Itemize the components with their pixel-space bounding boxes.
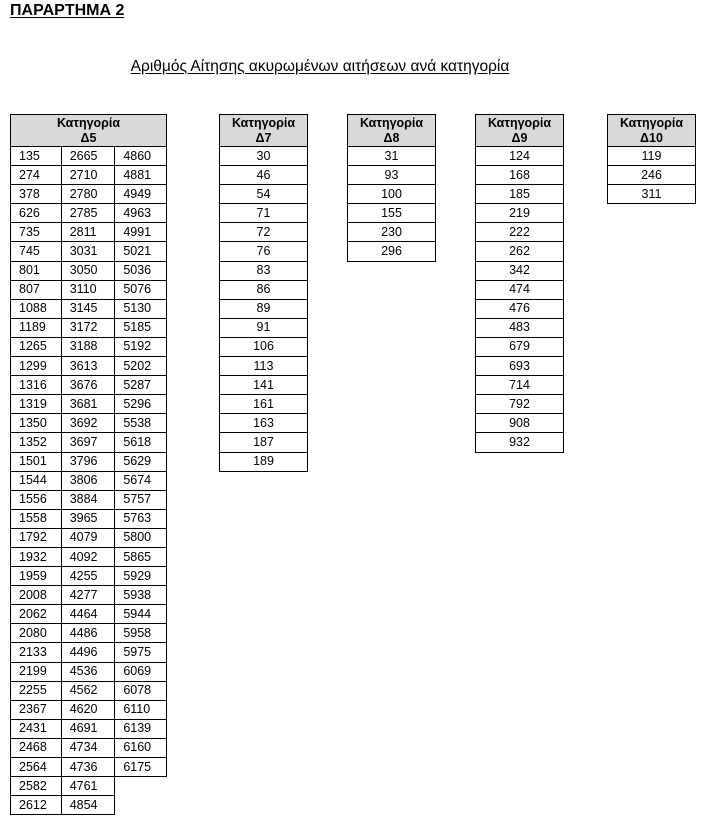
table-row [220, 337, 308, 356]
table-row [220, 395, 308, 414]
table-row [11, 433, 167, 452]
table-cell: 6078 [115, 681, 167, 700]
table-row [11, 318, 167, 337]
table-cell: 5192 [115, 337, 167, 356]
annex-heading: ΠΑΡΑΡΤΗΜΑ 2 [10, 2, 125, 19]
table-row [220, 357, 308, 376]
table-row [11, 719, 167, 738]
table-row [348, 242, 436, 261]
table-row [476, 204, 564, 223]
table-cell: 5938 [115, 586, 167, 605]
table-body-d10 [608, 147, 696, 204]
table-cell: 4881 [115, 166, 167, 185]
table-cell: 86 [220, 280, 308, 299]
table-cell: 745 [11, 242, 62, 261]
table-header-d8 [348, 115, 436, 147]
table-cell: 1088 [11, 299, 62, 318]
table-header-d10 [608, 115, 696, 147]
table-row [11, 376, 167, 395]
table-row [220, 185, 308, 204]
table-cell: 1299 [11, 357, 62, 376]
table-body-d7 [220, 147, 308, 472]
table-cell: 3172 [61, 318, 115, 337]
table-cell: 222 [476, 223, 564, 242]
table-cell: 89 [220, 299, 308, 318]
table-cell: 3697 [61, 433, 115, 452]
table-cell: 91 [220, 318, 308, 337]
table-cell: 76 [220, 242, 308, 261]
table-category-d10 [607, 114, 696, 204]
table-cell: 93 [348, 166, 436, 185]
header-code: Δ10 [640, 131, 663, 145]
table-cell: 5538 [115, 414, 167, 433]
table-cell: 3796 [61, 452, 115, 471]
header-code: Δ5 [80, 131, 97, 145]
table-cell: 100 [348, 185, 436, 204]
table-row [220, 414, 308, 433]
table-cell: 30 [220, 147, 308, 166]
table-cell: 474 [476, 280, 564, 299]
table-cell: 5629 [115, 452, 167, 471]
table-cell: 274 [11, 166, 62, 185]
table-cell: 5036 [115, 261, 167, 280]
table-row [220, 261, 308, 280]
table-cell: 626 [11, 204, 62, 223]
table-cell: 5975 [115, 643, 167, 662]
table-cell: 1189 [11, 318, 62, 337]
header-code: Δ9 [511, 131, 528, 145]
table-cell: 5800 [115, 528, 167, 547]
table-row [11, 758, 167, 777]
table-cell: 3806 [61, 471, 115, 490]
table-row [348, 147, 436, 166]
table-cell: 4620 [61, 700, 115, 719]
table-row [11, 357, 167, 376]
table-row [11, 204, 167, 223]
table-cell: 135 [11, 147, 62, 166]
table-cell: 3613 [61, 357, 115, 376]
table-cell: 1352 [11, 433, 62, 452]
table-row [476, 337, 564, 356]
table-cell: 4277 [61, 586, 115, 605]
table-cell: 4860 [115, 147, 167, 166]
table-cell: 4486 [61, 624, 115, 643]
table-cell: 4079 [61, 528, 115, 547]
table-row [220, 280, 308, 299]
table-cell: 2431 [11, 719, 62, 738]
table-row [11, 567, 167, 586]
table-cell: 168 [476, 166, 564, 185]
table-row [11, 223, 167, 242]
table-cell: 3031 [61, 242, 115, 261]
table-row [220, 223, 308, 242]
table-row [476, 414, 564, 433]
table-cell: 4562 [61, 681, 115, 700]
table-row [476, 376, 564, 395]
table-cell: 4691 [61, 719, 115, 738]
table-cell: 2199 [11, 662, 62, 681]
table-cell: 230 [348, 223, 436, 242]
table-cell: 1350 [11, 414, 62, 433]
table-cell: 4255 [61, 567, 115, 586]
table-row [11, 452, 167, 471]
table-cell: 2255 [11, 681, 62, 700]
document-subtitle: Αριθμός Αίτησης ακυρωμένων αιτήσεων ανά κατηγορία [130, 58, 510, 75]
table-cell: 2811 [61, 223, 115, 242]
table-cell: 801 [11, 261, 62, 280]
table-row [11, 166, 167, 185]
table-cell: 5618 [115, 433, 167, 452]
table-cell: 1792 [11, 528, 62, 547]
table-row [11, 738, 167, 757]
table-cell: 189 [220, 452, 308, 471]
table-row [608, 185, 696, 204]
table-cell: 4736 [61, 758, 115, 777]
table-cell: 6175 [115, 758, 167, 777]
table-category-d5 [10, 114, 167, 815]
table-cell: 2008 [11, 586, 62, 605]
table-cell: 246 [608, 166, 696, 185]
table-row [220, 166, 308, 185]
table-row [11, 299, 167, 318]
table-row [476, 299, 564, 318]
table-cell: 5202 [115, 357, 167, 376]
table-cell: 72 [220, 223, 308, 242]
table-cell: 163 [220, 414, 308, 433]
table-row [11, 185, 167, 204]
table-cell: 4991 [115, 223, 167, 242]
table-cell: 4464 [61, 605, 115, 624]
table-cell: 3145 [61, 299, 115, 318]
table-body-d5 [11, 147, 167, 815]
table-cell: 5130 [115, 299, 167, 318]
table-cell: 2468 [11, 738, 62, 757]
table-cell: 113 [220, 357, 308, 376]
header-label: Κατηγορία [56, 116, 121, 130]
table-cell: 2710 [61, 166, 115, 185]
table-cell: 141 [220, 376, 308, 395]
table-row [11, 777, 167, 796]
table-row [220, 376, 308, 395]
table-cell: 5296 [115, 395, 167, 414]
table-cell: 3110 [61, 280, 115, 299]
table-cell: 483 [476, 318, 564, 337]
table-cell: 2133 [11, 643, 62, 662]
table-row [11, 337, 167, 356]
table-cell: 3188 [61, 337, 115, 356]
table-cell: 1959 [11, 567, 62, 586]
table-body-d9 [476, 147, 564, 453]
table-cell: 4496 [61, 643, 115, 662]
table-cell: 2080 [11, 624, 62, 643]
table-cell: 1556 [11, 490, 62, 509]
table-row [11, 681, 167, 700]
table-cell: 4536 [61, 662, 115, 681]
table-cell: 792 [476, 395, 564, 414]
table-cell: 2665 [61, 147, 115, 166]
table-cell: 185 [476, 185, 564, 204]
table-row [476, 318, 564, 337]
table-cell: 1316 [11, 376, 62, 395]
table-cell: 3965 [61, 509, 115, 528]
table-row [476, 166, 564, 185]
table-cell: 2785 [61, 204, 115, 223]
table-cell: 83 [220, 261, 308, 280]
table-cell: 1544 [11, 471, 62, 490]
table-cell: 378 [11, 185, 62, 204]
table-cell: 4854 [61, 796, 115, 815]
table-cell: 6069 [115, 662, 167, 681]
table-body-d8 [348, 147, 436, 262]
table-cell: 1932 [11, 547, 62, 566]
table-row [220, 147, 308, 166]
header-code: Δ7 [255, 131, 272, 145]
table-cell: 908 [476, 414, 564, 433]
header-label: Κατηγορία [487, 116, 552, 130]
table-row [220, 433, 308, 452]
table-row [11, 242, 167, 261]
empty-cell [115, 777, 167, 796]
table-category-d7 [219, 114, 308, 472]
table-row [11, 624, 167, 643]
table-cell: 219 [476, 204, 564, 223]
table-cell: 4949 [115, 185, 167, 204]
header-code: Δ8 [383, 131, 400, 145]
table-cell: 476 [476, 299, 564, 318]
table-cell: 2612 [11, 796, 62, 815]
table-row [11, 147, 167, 166]
table-row [11, 280, 167, 299]
table-cell: 807 [11, 280, 62, 299]
table-row [476, 223, 564, 242]
table-cell: 3692 [61, 414, 115, 433]
table-cell: 1265 [11, 337, 62, 356]
header-label: Κατηγορία [231, 116, 296, 130]
table-cell: 6110 [115, 700, 167, 719]
table-cell: 5929 [115, 567, 167, 586]
table-row [476, 242, 564, 261]
table-cell: 693 [476, 357, 564, 376]
table-row [220, 299, 308, 318]
table-header-d9 [476, 115, 564, 147]
table-row [11, 586, 167, 605]
table-cell: 342 [476, 261, 564, 280]
table-cell: 3681 [61, 395, 115, 414]
table-cell: 5944 [115, 605, 167, 624]
table-row [476, 357, 564, 376]
table-cell: 5076 [115, 280, 167, 299]
table-cell: 679 [476, 337, 564, 356]
table-cell: 155 [348, 204, 436, 223]
table-cell: 4734 [61, 738, 115, 757]
table-header-d7 [220, 115, 308, 147]
table-cell: 5287 [115, 376, 167, 395]
table-row [11, 528, 167, 547]
table-row [608, 147, 696, 166]
table-cell: 6160 [115, 738, 167, 757]
table-cell: 46 [220, 166, 308, 185]
table-row [348, 185, 436, 204]
table-cell: 932 [476, 433, 564, 452]
table-cell: 2582 [11, 777, 62, 796]
table-row [348, 204, 436, 223]
table-cell: 296 [348, 242, 436, 261]
table-row [476, 395, 564, 414]
table-cell: 1558 [11, 509, 62, 528]
header-label: Κατηγορία [619, 116, 684, 130]
table-cell: 5757 [115, 490, 167, 509]
table-cell: 3884 [61, 490, 115, 509]
table-cell: 54 [220, 185, 308, 204]
table-cell: 5674 [115, 471, 167, 490]
table-cell: 2062 [11, 605, 62, 624]
table-row [476, 280, 564, 299]
table-cell: 4092 [61, 547, 115, 566]
table-cell: 5865 [115, 547, 167, 566]
table-row [11, 395, 167, 414]
table-row [11, 662, 167, 681]
table-cell: 6139 [115, 719, 167, 738]
table-row [11, 414, 167, 433]
table-row [11, 509, 167, 528]
table-row [11, 605, 167, 624]
table-cell: 124 [476, 147, 564, 166]
table-cell: 119 [608, 147, 696, 166]
table-cell: 2564 [11, 758, 62, 777]
table-row [608, 166, 696, 185]
table-cell: 4761 [61, 777, 115, 796]
table-cell: 106 [220, 337, 308, 356]
table-row [476, 433, 564, 452]
empty-cell [115, 796, 167, 815]
table-cell: 5185 [115, 318, 167, 337]
table-cell: 3050 [61, 261, 115, 280]
table-row [476, 261, 564, 280]
table-category-d8 [347, 114, 436, 262]
table-row [220, 452, 308, 471]
table-row [11, 796, 167, 815]
table-cell: 262 [476, 242, 564, 261]
table-header-d5 [11, 115, 167, 147]
table-row [11, 643, 167, 662]
table-cell: 3676 [61, 376, 115, 395]
table-row [476, 147, 564, 166]
table-category-d9 [475, 114, 564, 453]
table-cell: 1501 [11, 452, 62, 471]
table-row [348, 166, 436, 185]
table-row [11, 547, 167, 566]
table-cell: 735 [11, 223, 62, 242]
table-row [11, 261, 167, 280]
table-row [11, 471, 167, 490]
table-row [220, 318, 308, 337]
table-cell: 5021 [115, 242, 167, 261]
table-cell: 5763 [115, 509, 167, 528]
table-cell: 161 [220, 395, 308, 414]
table-row [220, 242, 308, 261]
table-cell: 2780 [61, 185, 115, 204]
table-row [11, 700, 167, 719]
header-label: Κατηγορία [359, 116, 424, 130]
table-row [11, 490, 167, 509]
table-cell: 187 [220, 433, 308, 452]
table-row [348, 223, 436, 242]
table-cell: 311 [608, 185, 696, 204]
table-cell: 4963 [115, 204, 167, 223]
table-cell: 31 [348, 147, 436, 166]
table-cell: 2367 [11, 700, 62, 719]
table-cell: 71 [220, 204, 308, 223]
table-row [476, 185, 564, 204]
table-cell: 5958 [115, 624, 167, 643]
table-cell: 1319 [11, 395, 62, 414]
table-cell: 714 [476, 376, 564, 395]
table-row [220, 204, 308, 223]
